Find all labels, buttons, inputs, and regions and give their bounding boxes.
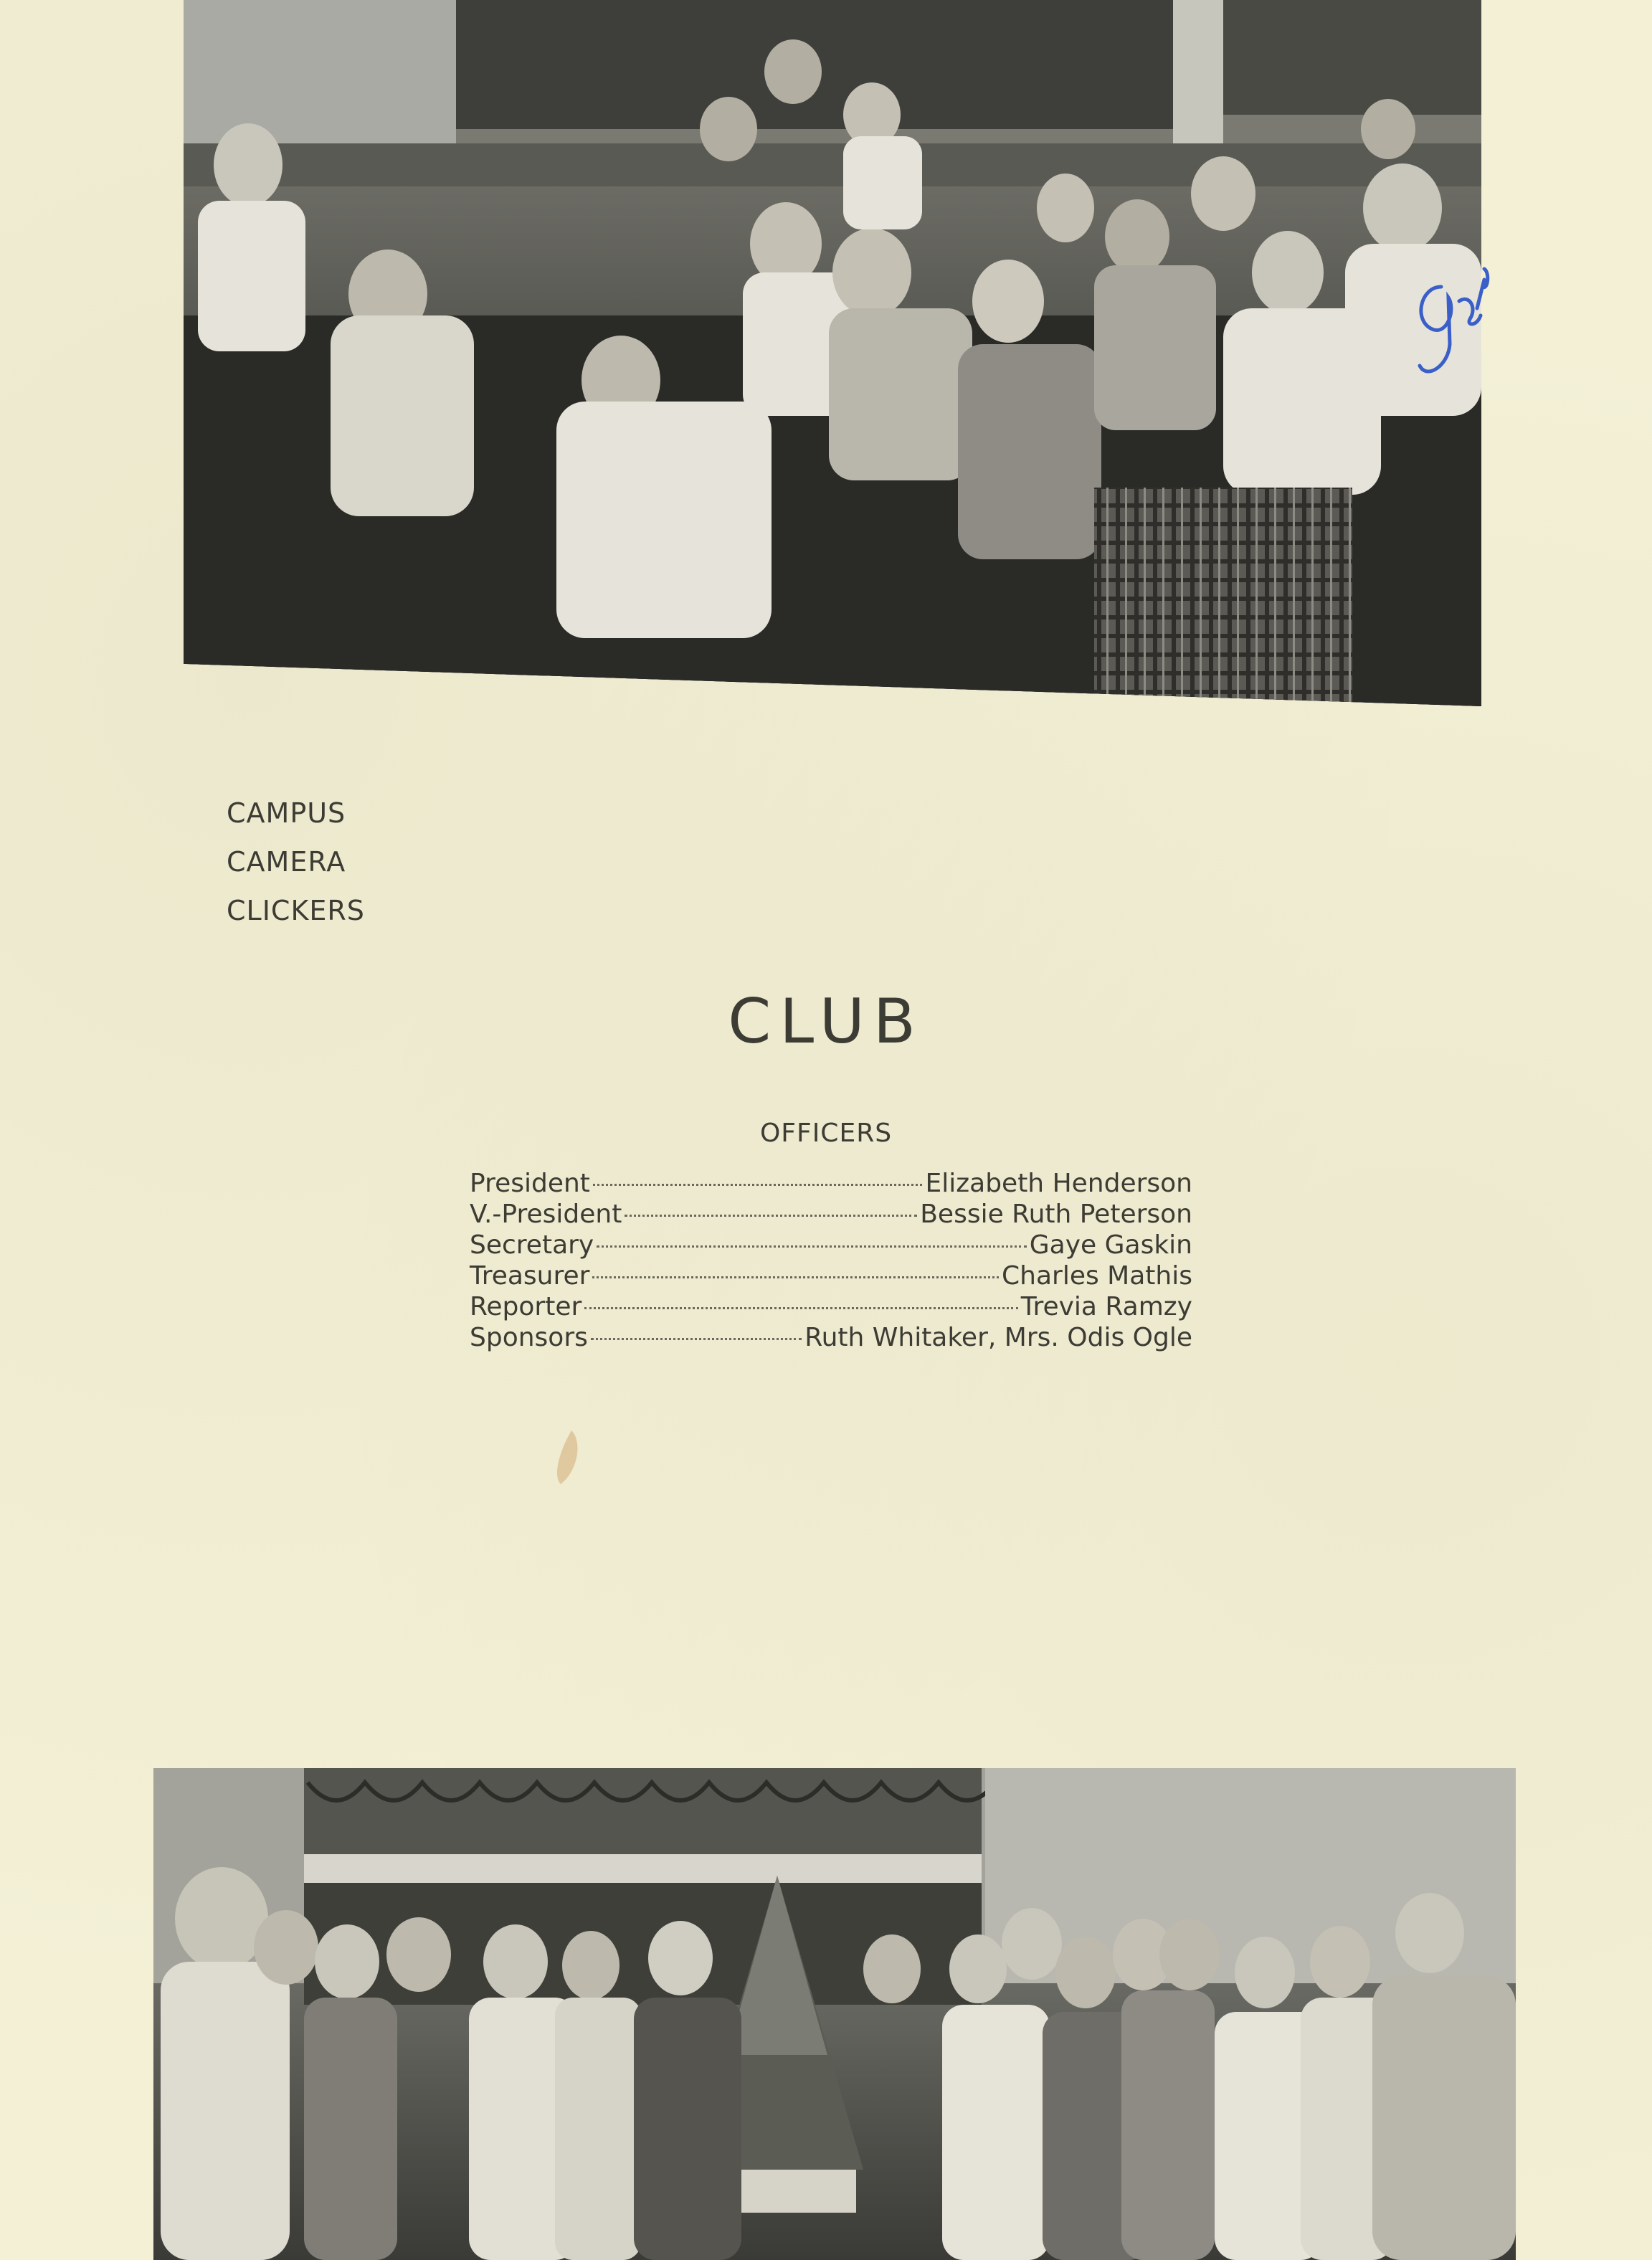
officer-row (470, 1292, 1192, 1323)
handwritten-signature (1398, 258, 1491, 402)
club-title: CLUB (728, 986, 924, 1058)
side-title-line-3: CLICKERS (227, 895, 365, 926)
officer-role: Reporter (470, 1292, 582, 1321)
officer-name: Gaye Gaskin (1029, 1230, 1192, 1260)
side-title-line-2: CAMERA (227, 846, 346, 878)
leader-dots (584, 1306, 1017, 1309)
side-title (227, 789, 365, 935)
officer-name: Elizabeth Henderson (925, 1169, 1192, 1198)
officer-role: President (470, 1169, 590, 1198)
side-title-line-1: CAMPUS (227, 797, 346, 829)
officer-name: Trevia Ramzy (1020, 1292, 1192, 1321)
officer-name: Bessie Ruth Peterson (920, 1200, 1192, 1229)
leader-dots (597, 1245, 1027, 1248)
leader-dots (592, 1276, 999, 1278)
leader-dots (625, 1214, 917, 1217)
officer-role: V.-President (470, 1200, 622, 1229)
officer-row (470, 1169, 1192, 1200)
paper-stain (546, 1427, 589, 1491)
officers-heading: OFFICERS (759, 1119, 893, 1148)
club-meeting-photo (184, 0, 1481, 706)
officer-row (470, 1230, 1192, 1261)
officer-role: Sponsors (470, 1323, 588, 1352)
leader-dots (593, 1183, 923, 1186)
leader-dots (591, 1337, 802, 1340)
officer-row (470, 1200, 1192, 1230)
officer-name: Ruth Whitaker, Mrs. Odis Ogle (804, 1323, 1192, 1352)
officer-role: Treasurer (470, 1261, 590, 1291)
officer-row (470, 1323, 1192, 1354)
officer-row (470, 1261, 1192, 1292)
christmas-party-photo (153, 1768, 1516, 2260)
officer-name: Charles Mathis (1002, 1261, 1192, 1291)
officers-list (470, 1169, 1192, 1354)
officer-role: Secretary (470, 1230, 594, 1260)
